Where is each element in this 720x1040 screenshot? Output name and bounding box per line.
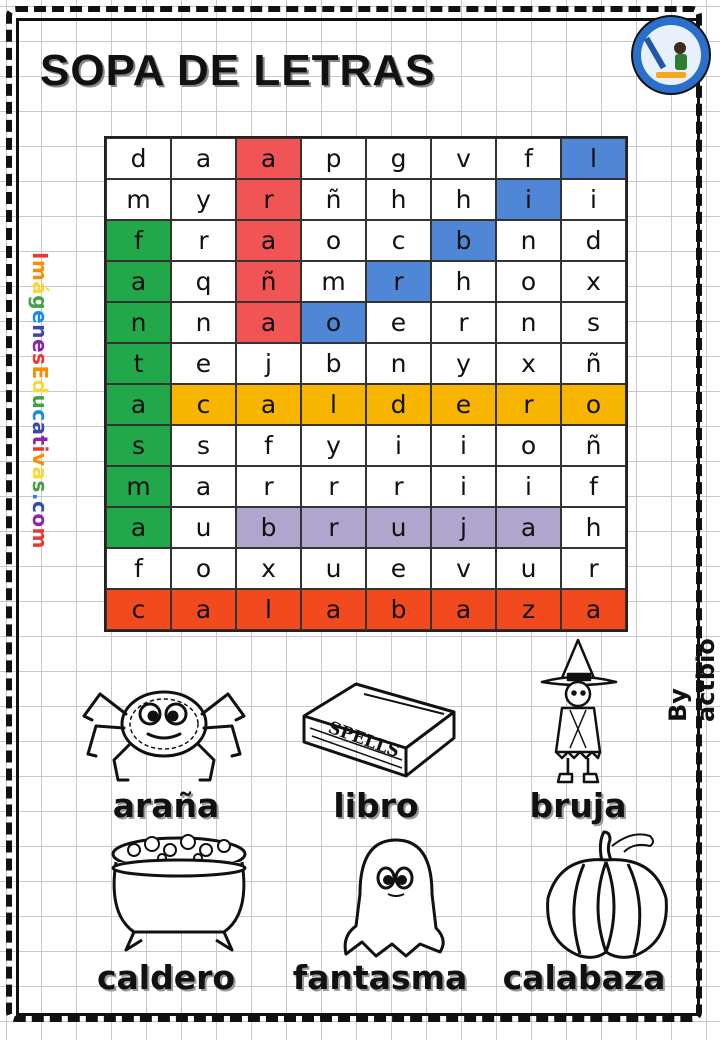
grid-cell: f — [106, 548, 171, 589]
grid-cell: x — [561, 261, 626, 302]
grid-cell: a — [171, 138, 236, 179]
grid-cell: b — [366, 589, 431, 630]
cauldron-icon — [104, 828, 254, 956]
grid-cell: s — [106, 425, 171, 466]
word-calabaza: calabaza — [502, 958, 666, 997]
grid-cell: l — [561, 138, 626, 179]
grid-cell: r — [236, 179, 301, 220]
grid-cell: q — [171, 261, 236, 302]
grid-cell: h — [431, 179, 496, 220]
grid-cell: ñ — [236, 261, 301, 302]
grid-cell: o — [561, 384, 626, 425]
grid-cell: p — [301, 138, 366, 179]
grid-cell: n — [106, 302, 171, 343]
grid-cell: b — [301, 343, 366, 384]
grid-cell: d — [561, 220, 626, 261]
grid-cell: a — [236, 138, 301, 179]
grid-cell: y — [431, 343, 496, 384]
grid-cell: r — [366, 261, 431, 302]
grid-cell: e — [366, 548, 431, 589]
grid-cell: i — [496, 466, 561, 507]
grid-cell: c — [106, 589, 171, 630]
grid-cell: g — [366, 138, 431, 179]
grid-cell: n — [171, 302, 236, 343]
grid-cell: v — [431, 548, 496, 589]
grid-cell: v — [431, 138, 496, 179]
grid-cell: o — [301, 220, 366, 261]
book-label: SPELLS — [325, 717, 403, 763]
grid-cell: u — [366, 507, 431, 548]
grid-cell: i — [431, 425, 496, 466]
grid-cell: y — [171, 179, 236, 220]
word-bruja: bruja — [529, 786, 627, 825]
grid-cell: l — [301, 384, 366, 425]
grid-cell: a — [236, 384, 301, 425]
grid-cell: f — [236, 425, 301, 466]
grid-cell: a — [431, 589, 496, 630]
grid-cell: o — [301, 302, 366, 343]
grid-cell: c — [171, 384, 236, 425]
grid-cell: x — [496, 343, 561, 384]
grid-cell: n — [366, 343, 431, 384]
grid-cell: a — [106, 261, 171, 302]
grid-cell: e — [431, 384, 496, 425]
grid-cell: a — [496, 507, 561, 548]
grid-cell: j — [236, 343, 301, 384]
grid-cell: r — [431, 302, 496, 343]
grid-cell: r — [301, 466, 366, 507]
page-title: SOPA DE LETRAS — [40, 46, 436, 95]
grid-cell: n — [496, 220, 561, 261]
word-libro: libro — [333, 786, 419, 825]
spellbook-icon — [294, 676, 462, 788]
word-arana: araña — [112, 786, 220, 825]
author-credit: By actbio — [664, 638, 720, 722]
grid-cell: s — [561, 302, 626, 343]
grid-cell: r — [561, 548, 626, 589]
grid-cell: a — [171, 466, 236, 507]
grid-cell: f — [561, 466, 626, 507]
pumpkin-icon — [540, 826, 674, 962]
grid-cell: y — [301, 425, 366, 466]
grid-cell: e — [366, 302, 431, 343]
grid-cell: i — [366, 425, 431, 466]
grid-cell: i — [431, 466, 496, 507]
grid-cell: m — [106, 466, 171, 507]
grid-cell: h — [561, 507, 626, 548]
grid-cell: e — [171, 343, 236, 384]
grid-cell: ñ — [301, 179, 366, 220]
grid-cell: ñ — [561, 425, 626, 466]
grid-cell: m — [106, 179, 171, 220]
grid-cell: a — [236, 302, 301, 343]
grid-cell: r — [496, 384, 561, 425]
grid-cell: h — [366, 179, 431, 220]
grid-cell: z — [496, 589, 561, 630]
witch-icon — [538, 638, 620, 784]
word-caldero: caldero — [96, 958, 236, 997]
grid-cell: a — [106, 507, 171, 548]
grid-cell: b — [431, 220, 496, 261]
ghost-icon — [340, 836, 452, 960]
spider-icon — [78, 676, 250, 786]
grid-cell: l — [236, 589, 301, 630]
grid-cell: o — [496, 425, 561, 466]
grid-cell: c — [366, 220, 431, 261]
word-fantasma: fantasma — [292, 958, 468, 997]
grid-cell: o — [496, 261, 561, 302]
grid-cell: j — [431, 507, 496, 548]
grid-cell: t — [106, 343, 171, 384]
grid-cell: r — [366, 466, 431, 507]
grid-cell: u — [171, 507, 236, 548]
grid-cell: ñ — [561, 343, 626, 384]
grid-cell: d — [106, 138, 171, 179]
grid-cell: a — [171, 589, 236, 630]
grid-cell: x — [236, 548, 301, 589]
grid-cell: i — [561, 179, 626, 220]
grid-cell: f — [496, 138, 561, 179]
side-brand: ImágenesEducativas.com — [28, 252, 52, 549]
grid-cell: m — [301, 261, 366, 302]
grid-cell: r — [171, 220, 236, 261]
grid-cell: h — [431, 261, 496, 302]
grid-cell: u — [301, 548, 366, 589]
grid-cell: u — [496, 548, 561, 589]
grid-cell: r — [236, 466, 301, 507]
grid-cell: f — [106, 220, 171, 261]
grid-cell: a — [106, 384, 171, 425]
grid-cell: i — [496, 179, 561, 220]
grid-cell: a — [561, 589, 626, 630]
grid-cell: d — [366, 384, 431, 425]
word-search-grid — [104, 136, 628, 632]
grid-cell: n — [496, 302, 561, 343]
grid-cell: r — [301, 507, 366, 548]
grid-cell: s — [171, 425, 236, 466]
grid-cell: b — [236, 507, 301, 548]
grid-cell: o — [171, 548, 236, 589]
grid-cell: a — [301, 589, 366, 630]
grid-cell: a — [236, 220, 301, 261]
site-logo — [630, 14, 712, 96]
